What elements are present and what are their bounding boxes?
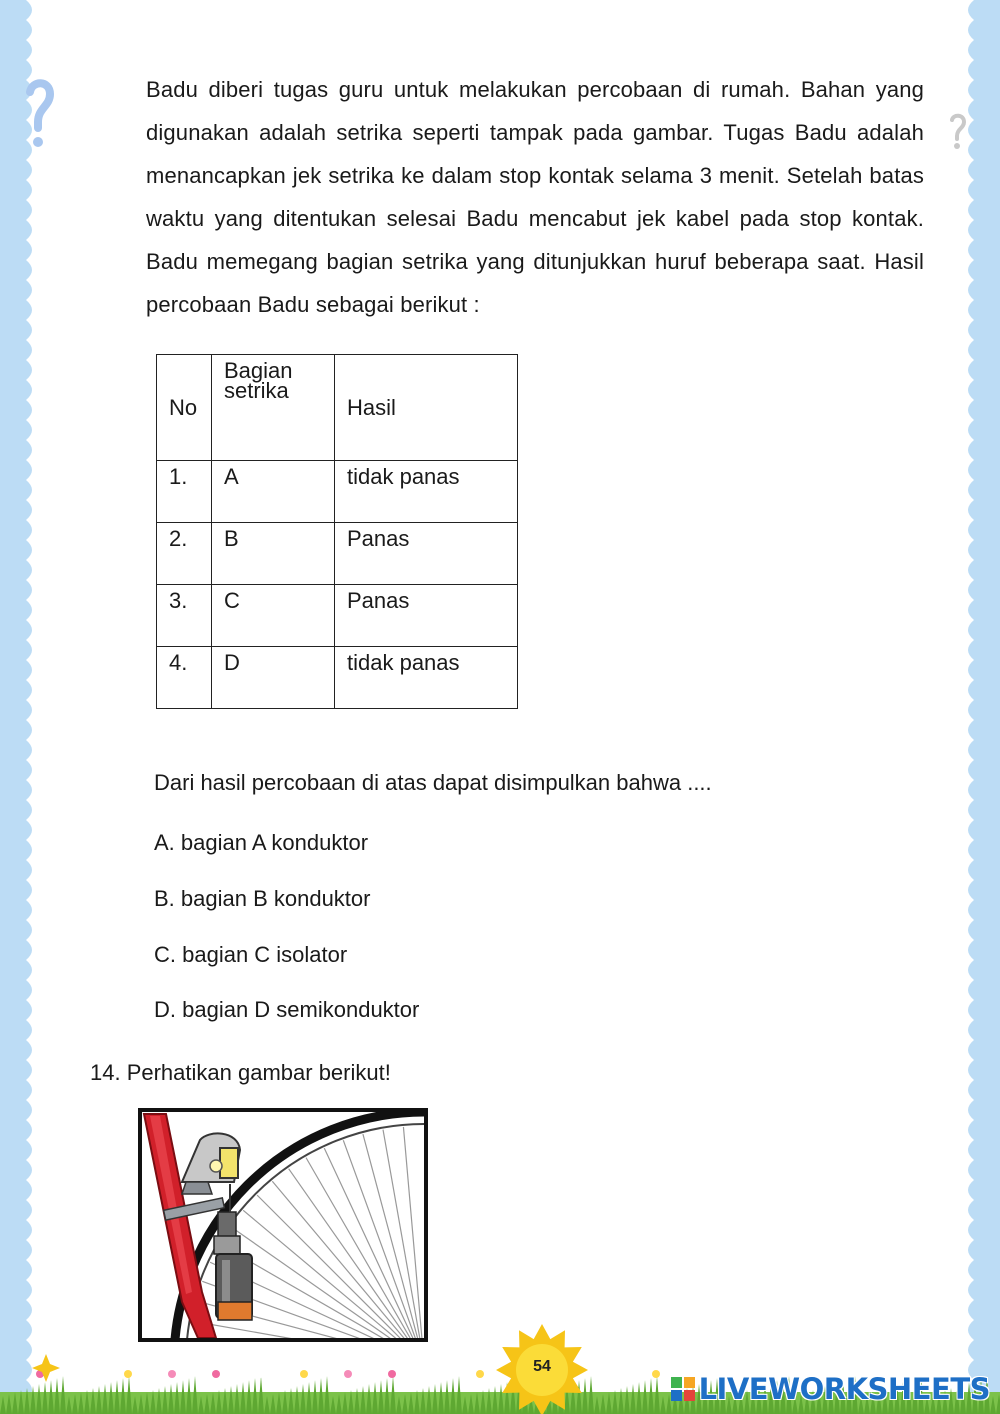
flower [212,1370,220,1378]
row-result: Panas [335,523,518,585]
option-d[interactable]: D. bagian D semikonduktor [154,997,420,1022]
option-a[interactable]: A. bagian A konduktor [154,830,369,855]
row-part: D [212,647,335,709]
row-result: Panas [335,585,518,647]
flower [80,1370,88,1378]
row-result: tidak panas [335,461,518,523]
table-header-row [157,355,518,461]
header-part [212,355,335,461]
row-part: B [212,523,335,585]
flower [124,1370,132,1378]
page-number: 54 [533,1358,551,1375]
liveworksheets-logo-icon [671,1377,695,1401]
question-14-text: 14. Perhatikan gambar berikut! [90,1060,391,1085]
option-c[interactable]: C. bagian C isolator [154,942,348,967]
flower [344,1370,352,1378]
liveworksheets-brand[interactable] [671,1372,990,1406]
brand-text: LIVEWORKSHEETS [698,1372,990,1406]
question-text: Dari hasil percobaan di atas dapat disimpulkan bahwa .... [154,770,712,795]
wheel-spoke [289,1169,424,1338]
wheel-spoke [192,1321,424,1338]
row-part: A [212,461,335,523]
header-no: No [157,355,212,461]
wheel-spoke [243,1210,424,1338]
wheel-spoke [306,1158,424,1338]
flower [432,1370,440,1378]
row-result: tidak panas [335,647,518,709]
flower [652,1370,660,1378]
header-part-line2: setrika [224,378,289,403]
option-b[interactable]: B. bagian B konduktor [154,886,371,911]
row-no: 1. [157,461,212,523]
bicycle-dynamo-image [138,1108,428,1342]
header-result: Hasil [335,355,518,461]
question-mark-small-decoration [948,112,968,152]
left-wavy-border [0,0,40,1414]
flower [300,1370,308,1378]
table-row [157,585,518,647]
row-part: C [212,585,335,647]
star-decoration [30,1352,62,1384]
flower [388,1370,396,1378]
right-wavy-border [960,0,1000,1414]
table-row [157,461,518,523]
flower [256,1370,264,1378]
question-mark-decoration [26,78,54,150]
experiment-result-table [156,354,518,709]
flower [168,1370,176,1378]
intro-paragraph: Badu diberi tugas guru untuk melakukan percobaan di rumah. Bahan yang digunakan adalah setrika seperti tampak pada gambar. Tugas Badu adalah menancapkan jek setrika ke dalam stop kontak selama 3 menit. Setelah batas waktu yang ditentukan selesai Badu mencabut jek kabel pada stop kontak. Badu memegang bagian setrika yang ditunjukkan huruf beberapa saat. Hasil percobaan Badu sebagai berikut : [146,77,924,317]
row-no: 2. [157,523,212,585]
flower [476,1370,484,1378]
table-row [157,523,518,585]
bicycle-dynamo-illustration [142,1112,424,1338]
flower [608,1370,616,1378]
wheel-spoke [343,1140,424,1338]
table-row [157,647,518,709]
row-no: 3. [157,585,212,647]
header-part-line1: Bagian [224,358,293,383]
row-no: 4. [157,647,212,709]
